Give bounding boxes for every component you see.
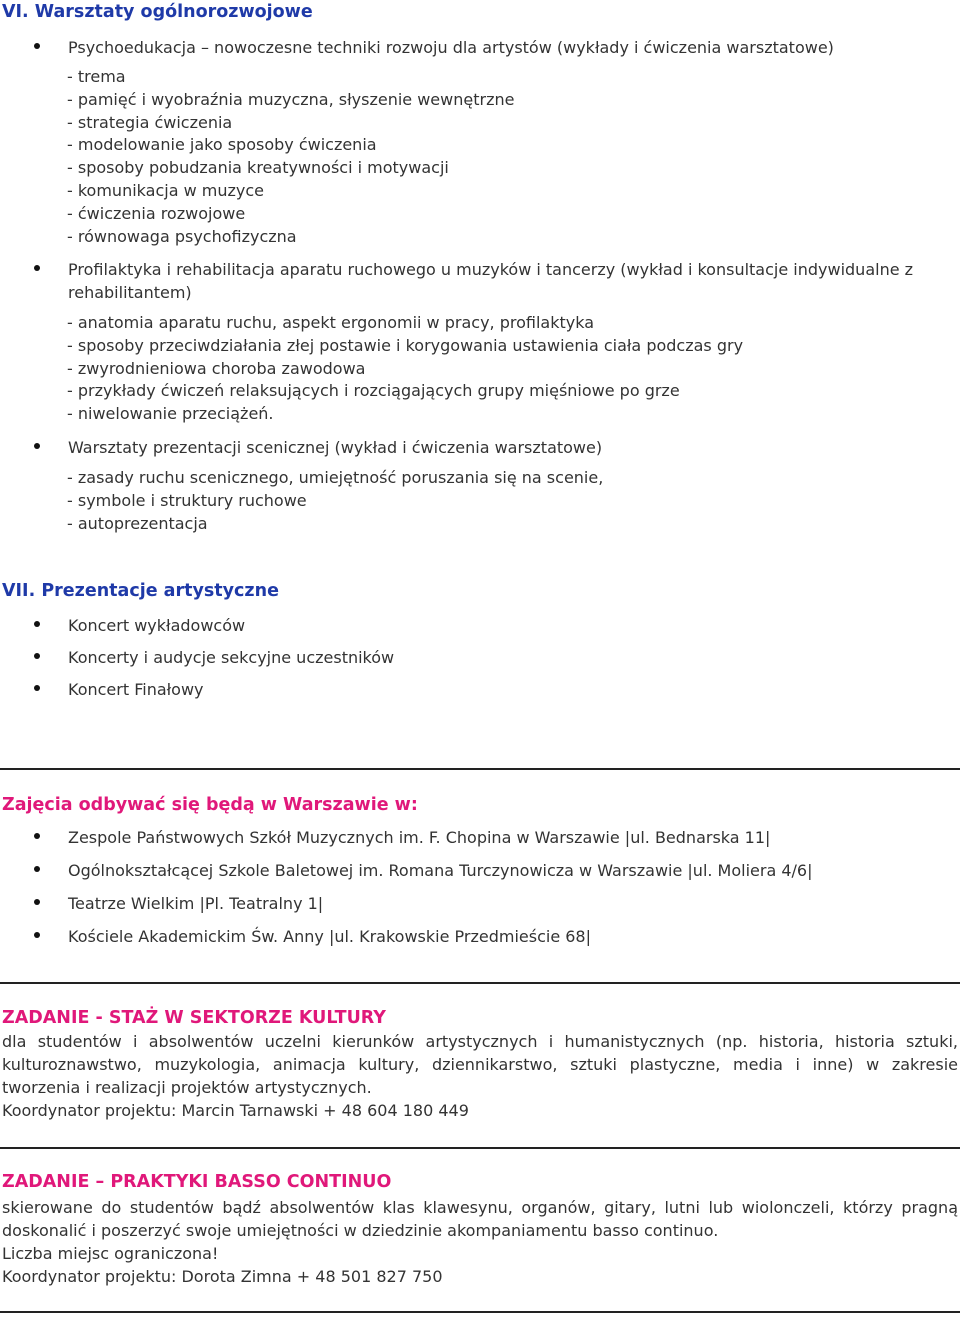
- list-item-label: Ogólnokształcącej Szkole Baletowej im. Romana Turczynowicza w Warszawie |ul. Moliera 4/6|: [68, 861, 813, 880]
- sub-list-item: - niwelowanie przeciążeń.: [67, 404, 274, 424]
- task-1-coordinator: Koordynator projektu: Marcin Tarnawski + 48 604 180 449: [2, 1101, 469, 1120]
- bullet-icon: [34, 833, 40, 839]
- sub-list-item: - symbole i struktury ruchowe: [67, 490, 307, 510]
- list-item-label: Teatrze Wielkim |Pl. Teatralny 1|: [68, 894, 324, 913]
- sub-list-item: - anatomia aparatu ruchu, aspekt ergonomii w pracy, profilaktyka: [67, 313, 594, 332]
- text-line: skierowane do studentów bądź absolwentów klas klawesynu, organów, gitary, lutni lub wiolonczeli, którzy pragną: [2, 1198, 958, 1217]
- section-7-number: VII.: [2, 581, 36, 601]
- sub-list-item: - ćwiczenia rozwojowe: [67, 203, 246, 223]
- sub-list-item: - równowaga psychofizyczna: [67, 226, 297, 246]
- bullet-icon: [34, 685, 40, 691]
- bullet-icon: [34, 265, 40, 271]
- list-item-label: Warsztaty prezentacji scenicznej (wykład i ćwiczenia warsztatowe): [68, 438, 603, 457]
- sub-list-item: - sposoby pobudzania kreatywności i motywacji: [67, 158, 449, 178]
- sub-list: [67, 66, 514, 248]
- bullet-icon: [34, 43, 40, 49]
- list-item-label: Psychoedukacja – nowoczesne techniki rozwoju dla artystów (wykłady i ćwiczenia warsztatowe): [68, 38, 834, 57]
- sub-list-item: - pamięć i wyobraźnia muzyczna, słyszenie wewnętrzne: [67, 89, 515, 109]
- sub-list-item: - komunikacja w muzyce: [67, 180, 264, 200]
- list-item-label: Koncert wykładowców: [68, 616, 246, 635]
- sub-list-item: - trema: [67, 67, 126, 86]
- divider: [0, 1311, 960, 1313]
- text-line: dla studentów i absolwentów uczelni kierunków artystycznych i humanistycznych (np. historia, historia sztuki,: [2, 1032, 958, 1051]
- divider: [0, 1147, 960, 1149]
- section-6-number: VI.: [2, 2, 29, 22]
- sub-list: [67, 467, 603, 535]
- bullet-icon: [34, 653, 40, 659]
- task-1-heading: ZADANIE - STAŻ W SEKTORZE KULTURY: [2, 1008, 386, 1028]
- bullet-icon: [34, 621, 40, 627]
- list-item-label: Koncerty i audycje sekcyjne uczestników: [68, 648, 395, 667]
- text-line: kulturoznawstwo, muzykologia, animacja kultury, dziennikarstwo, sztuki plastyczne, media i inne) w zakresie: [2, 1055, 958, 1074]
- task-1-description: [2, 1030, 958, 1122]
- task-2-note: Liczba miejsc ograniczona!: [2, 1244, 219, 1263]
- text-line: tworzenia i realizacji projektów artystycznych.: [2, 1078, 372, 1097]
- bullet-icon: [34, 899, 40, 905]
- divider: [0, 982, 960, 984]
- bullet-icon: [34, 866, 40, 872]
- bullet-icon: [34, 932, 40, 938]
- sub-list-item: - zasady ruchu scenicznego, umiejętność poruszania się na scenie,: [67, 468, 604, 487]
- text-line: doskonalić i poszerzyć swoje umiejętności w dziedzinie akompaniamentu basso continuo.: [2, 1221, 719, 1240]
- section-7-heading: [2, 581, 279, 601]
- sub-list-item: - sposoby przeciwdziałania złej postawie i korygowania ustawienia ciała podczas gry: [67, 335, 744, 355]
- divider: [0, 768, 960, 770]
- sub-list: [67, 312, 743, 426]
- list-item-label: Kościele Akademickim Św. Anny |ul. Krakowskie Przedmieście 68|: [68, 927, 591, 946]
- section-7-title: Prezentacje artystyczne: [41, 581, 279, 601]
- task-2-coordinator: Koordynator projektu: Dorota Zimna + 48 501 827 750: [2, 1267, 443, 1286]
- sub-list-item: - modelowanie jako sposoby ćwiczenia: [67, 135, 377, 155]
- task-2-heading: ZADANIE – PRAKTYKI BASSO CONTINUO: [2, 1172, 392, 1192]
- sub-list-item: - strategia ćwiczenia: [67, 112, 233, 132]
- sub-list-item: - przykłady ćwiczeń relaksujących i rozciągających grupy mięśniowe po grze: [67, 381, 680, 401]
- sub-list-item: - zwyrodnieniowa choroba zawodowa: [67, 358, 366, 378]
- venues-heading: Zajęcia odbywać się będą w Warszawie w:: [2, 795, 418, 815]
- list-item-label: Zespole Państwowych Szkół Muzycznych im. F. Chopina w Warszawie |ul. Bednarska 11|: [68, 828, 771, 847]
- list-item-label: Profilaktyka i rehabilitacja aparatu ruchowego u muzyków i tancerzy (wykład i konsultacje indywidualne z rehabilitantem): [68, 260, 914, 302]
- task-2-description: [2, 1196, 958, 1288]
- bullet-icon: [34, 443, 40, 449]
- section-6-title: Warsztaty ogólnorozwojowe: [34, 2, 313, 22]
- section-6-heading: [2, 2, 313, 22]
- list-item-label: Koncert Finałowy: [68, 680, 204, 699]
- sub-list-item: - autoprezentacja: [67, 513, 208, 533]
